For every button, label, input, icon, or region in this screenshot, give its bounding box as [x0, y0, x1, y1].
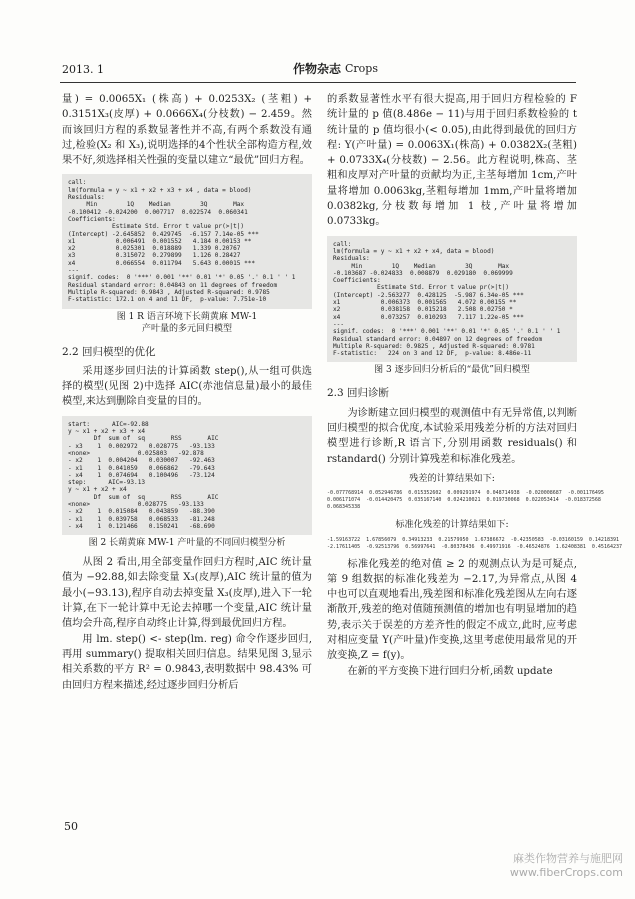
left-paragraph-1: 量) = 0.0065X₁ (株高) + 0.0253X₂ (茎粗) + 0.3151X₃(皮厚) + 0.0666X₄(分枝数) − 2.459。然而该回归方程的系数显著性并不高,有两个系数没有通过,检验(X₂ 和 X₃),说明选择的4个性状全部构造方程,效果不好,须选择相关性强的变量以建立“最优”回归方程。: [62, 94, 312, 167]
figure-1-caption-line-2: 产叶量的多元回归模型: [141, 323, 232, 334]
residuals-heading: 残差的计算结果如下:: [409, 472, 495, 484]
page-number: 50: [64, 820, 78, 833]
residuals-values: -0.077768914 0.052946786 0.015352602 0.009291974 0.048714938 -0.020008687 -0.001176495 0.006171074 -0.014420475 0.035167140 0.024210021 0.019730068 0.022053414 -0.018372568 0.068345338: [327, 490, 604, 511]
right-paragraph-2: 为诊断建立回归模型的观测值中有无异常值,以判断回归模型的拟合优度,本试验采用残差分析的方法对回归模型进行诊断,R 语言下,分别用函数 residuals() 和 rstandard() 分别计算残差和标准化残差。: [327, 407, 577, 465]
right-paragraph-1: 的系数显著性水平有很大提高,用于回归方程检验的 F 统计量的 p 值(8.486e − 11)与用于回归系数检验的 t 统计量的 p 值均很小(< 0.05),由此得到最优的回归方程: Y(产叶量) = 0.0063X₁(株高) + 0.0382X₂(茎粗) + 0.0733X₄(分枝数) − 2.56。此方程说明,株高、茎粗和皮厚对产叶量的贡献均为正,主茎每增加 1cm,产叶量将增加 0.0063kg,茎粗每增加 1mm,产叶量将增加 0.0382kg,分枝数每增加 1 枝,产叶量将增加 0.0733kg。: [327, 94, 577, 228]
header-journal-en: Crops: [345, 62, 378, 75]
left-paragraph-2: 采用逐步回归法的计算函数 step(),从一组可供选择的模型(见图 2)中选择 AIC(赤池信息量)最小的最佳模型,来达到删除自变量的目的。: [62, 365, 312, 408]
watermark: [510, 852, 623, 880]
header-journal: 作物杂志: [293, 62, 342, 76]
header-rule: [60, 82, 576, 83]
right-column: [327, 92, 623, 679]
figure-3-output: call: lm(formula = y ~ x1 + x2 + x4, data = blood) Residuals: Min 1Q Median 3Q Max -0.103687 -0.024833 0.008879 0.029180 0.069999 Coefficients: Estimate Std. Error t value pr(>|t|) (Intercept) -2.563277 0.428125 -5.987 6.34e-05 *** x1 0.006373 0.001565 4.072 0.00155 ** x2 0.038158 0.015218 2.508 0.02750 * x4 0.073257 0.010293 7.117 1.22e-05 *** --- signif. codes: 0 '***' 0.001 '**' 0.01 '*' 0.05 '.' 0.1 ' ' 1 Residual standard error: 0.04897 on 12 degrees of freedom Multiple R-squared: 0.9825 , Adjusted R-squared: 0.9781 F-statistic: 224 on 3 and 12 DF, p-value: 8.486e-11: [327, 236, 577, 363]
left-column: [62, 92, 312, 693]
running-header: [0, 60, 635, 80]
figure-3-caption: 图 3 逐步回归分析后的“最优”回归模型: [374, 365, 530, 376]
header-year: 2013. 1: [62, 63, 104, 76]
left-paragraph-4: 用 lm. step() <- step(lm. reg) 命令作逐步回归,再用 summary() 提取相关回归信息。结果见图 3,显示相关系数的平方 R² = 0.9843,表明数据中 98.43% 可由回归方程来描述,经过逐步回归分析后: [62, 633, 312, 691]
figure-1-caption: [62, 311, 312, 335]
section-heading-2-2: 2.2 回归模型的优化: [62, 345, 156, 358]
figure-1-output: call: lm(formula = y ~ x1 + x2 + x3 + x4 , data = blood) Residuals: Min 1Q Median 3Q Max -0.100412 -0.024200 0.007717 0.022574 0.060341 Coefficients: Estimate Std. Error t value pr(>|t|) (Intercept) -2.645852 0.429745 -6.157 7.14e-05 *** x1 0.006491 0.001552 4.184 0.00153 ** x2 0.025301 0.018889 1.339 0.20767 x3 0.315072 0.279899 1.126 0.28427 x4 0.066554 0.011794 5.643 0.00015 *** --- signif. codes: 0 '***' 0.001 '**' 0.01 '*' 0.05 '.' 0.1 ' ' 1 Residual standard error: 0.04843 on 11 degrees of freedom Multiple R-squared: 0.9843 , Adjusted R-squared: 0.9785 F-statistic: 172.1 on 4 and 11 DF, p-value: 7.751e-10: [62, 174, 312, 308]
figure-1-caption-line-1: 图 1 R 语言环境下长蒴黄麻 MW-1: [116, 311, 258, 322]
watermark-line-1: 麻类作物营养与施肥网: [513, 852, 623, 865]
right-paragraph-3: 标准化残差的绝对值 ≥ 2 的观测点认为是可疑点,第 9 组数据的标准化残差为 −2.17,为异常点,从图 4 中也可以直观地看出,残差图和标准化残差图从左向右逐渐散开,残差的绝对值随预测值的增加也有明显增加的趋势,表示关于误差的方差齐性的假定不成立,此时,应考虑对相应变量 Y(产叶量)作变换,这里考虑使用最常见的开放变换,Z = f(y)。: [327, 558, 577, 662]
section-heading-2-3: 2.3 回归诊断: [327, 387, 390, 400]
standardized-residuals-values: -1.59163722 1.67856079 0.34913233 0.21579950 1.67386672 -0.42350583 -0.03160159 0.14218391 -2.17611405 -0.92513796 0.56997641 -0.80378436 0.49971916 -0.46524876 1.62408381 0.45164237: [327, 536, 623, 550]
figure-2-output: start: AIC=-92.88 y ~ x1 + x2 + x3 + x4 Df sum of sq RSS AIC - x3 1 0.002972 0.028775 -93.133 <none> 0.025803 -92.878 - x2 1 0.004204 0.030007 -92.463 - x1 1 0.041059 0.066862 -79.643 - x4 1 0.074694 0.100496 -73.124 step: AIC=-93.13 y ~ x1 + x2 + x4 Df sum of sq RSS AIC <none> 0.028775 -93.133 - x2 1 0.015084 0.043859 -88.390 - x1 1 0.039758 0.068533 -81.248 - x4 1 0.121466 0.150241 -68.690: [62, 416, 312, 535]
right-paragraph-4: 在新的平方变换下进行回归分析,函数 update: [347, 665, 553, 677]
watermark-line-2: www.fiberCrops.com: [509, 866, 623, 879]
left-paragraph-3: 从图 2 看出,用全部变量作回归方程时,AIC 统计量值为 −92.88,如去除变量 X₃(皮厚),AIC 统计量的值为最小(−93.13),程序自动去掉变量 X₃(皮厚),进入下一轮计算,在下一轮计算中无论去掉哪一个变量,AIC 统计量值均会升高,程序自动终止计算,得到最优回归方程。: [62, 557, 312, 630]
standardized-residuals-heading: 标准化残差的计算结果如下:: [395, 519, 509, 531]
figure-2-caption: 图 2 长蒴黄麻 MW-1 产叶量的不同回归模型分析: [88, 538, 286, 549]
